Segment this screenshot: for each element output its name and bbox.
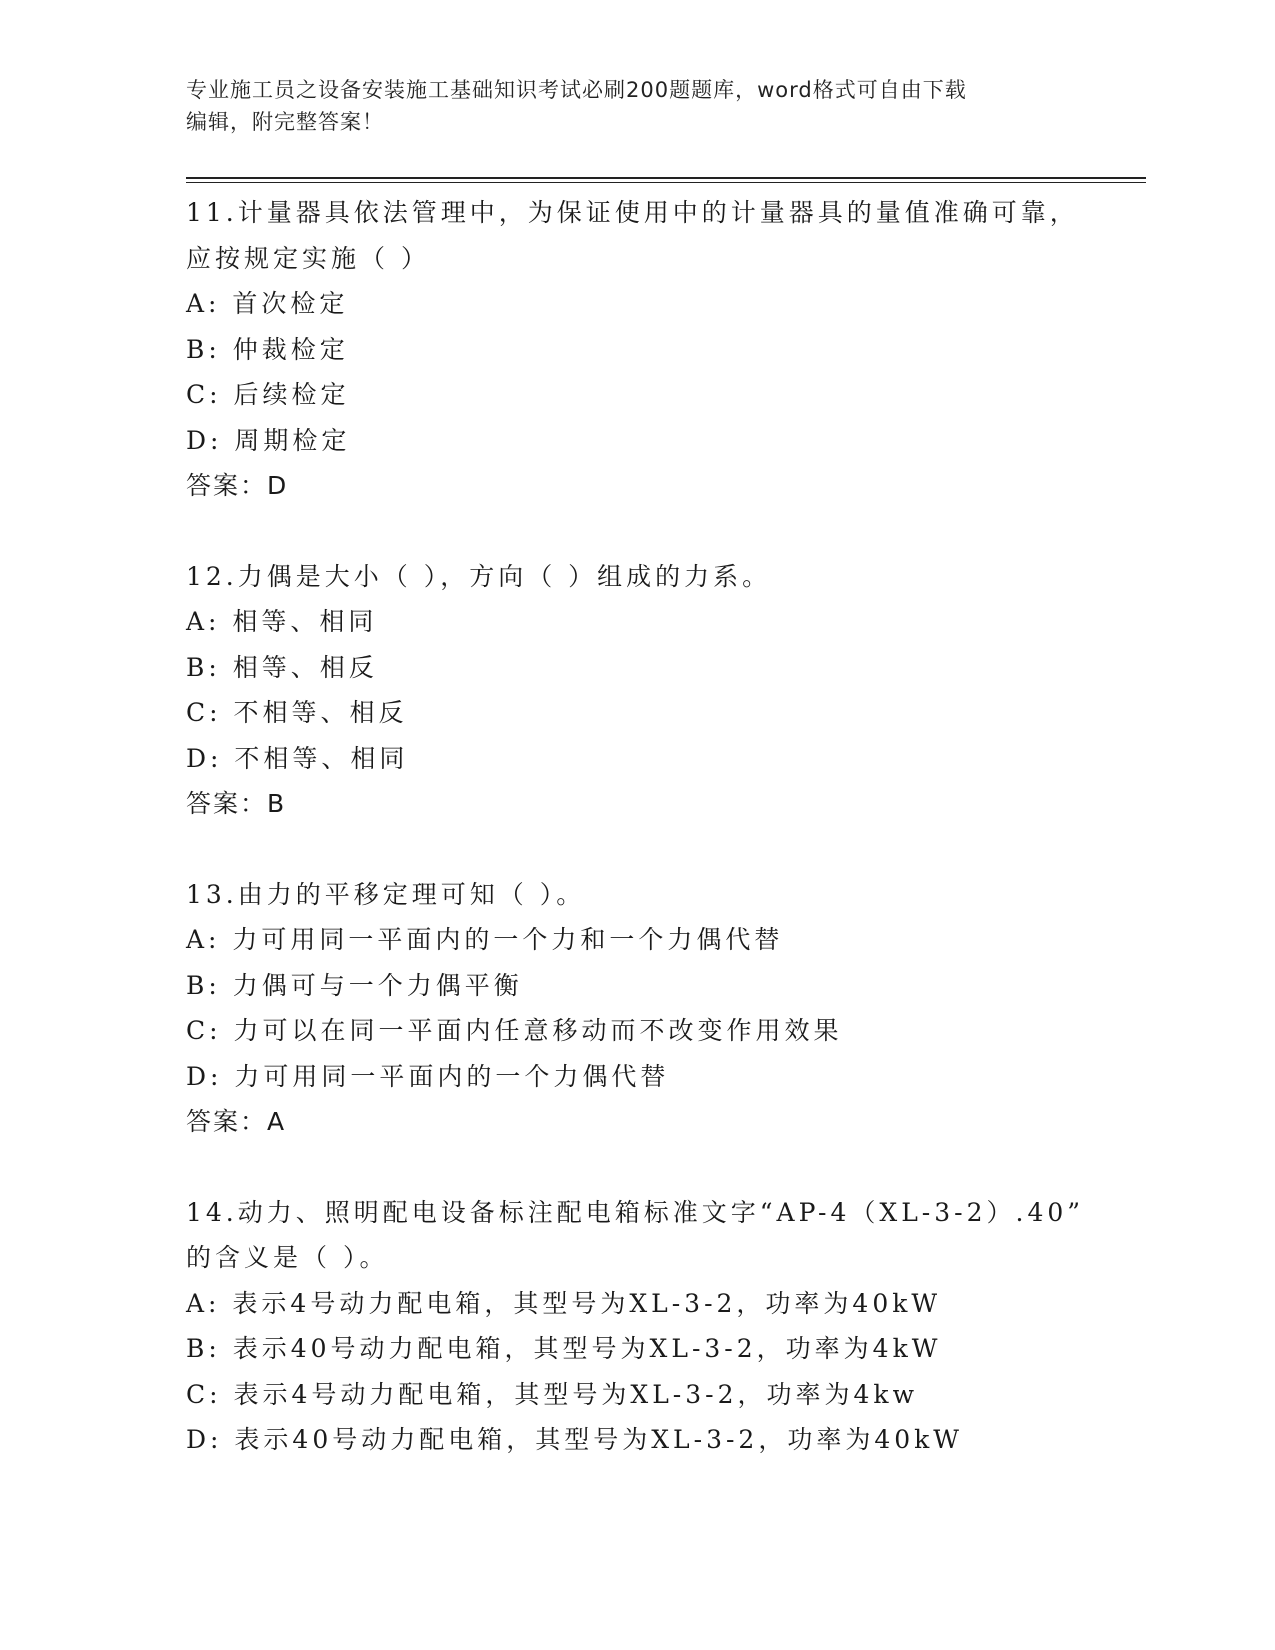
option-d: D: 表示40号动力配电箱，其型号为XL-3-2，功率为40kW: [186, 1425, 963, 1454]
document-header: [186, 74, 1066, 138]
option-c: C: 不相等、相反: [186, 698, 408, 727]
header-rule-thin: [186, 182, 1146, 183]
question-block: [186, 872, 1106, 1145]
question-block: [186, 554, 1106, 827]
option-d: D: 周期检定: [186, 425, 351, 455]
header-rule-thick: [186, 177, 1146, 179]
answer-line: 答案：B: [186, 789, 287, 818]
question-block: [186, 1190, 1106, 1463]
option-b: B: 力偶可与一个力偶平衡: [186, 970, 523, 1000]
answer-line: 答案：A: [186, 1107, 287, 1136]
answer-line: 答案：D: [186, 471, 289, 500]
option-d: D: 力可用同一平面内的一个力偶代替: [186, 1061, 670, 1091]
option-a: A: 表示4号动力配电箱，其型号为XL-3-2，功率为40kW: [186, 1288, 942, 1318]
option-c: C: 力可以在同一平面内任意移动而不改变作用效果: [186, 1016, 843, 1045]
option-a: A: 相等、相同: [186, 607, 378, 636]
option-a: A: 首次检定: [186, 289, 349, 318]
question-list: [186, 190, 1106, 1508]
option-b: B: 仲裁检定: [186, 334, 349, 364]
option-d: D: 不相等、相同: [186, 743, 409, 773]
option-c: C: 表示4号动力配电箱，其型号为XL-3-2，功率为4kw: [186, 1379, 918, 1409]
option-b: B: 相等、相反: [186, 652, 378, 682]
option-b: B: 表示40号动力配电箱，其型号为XL-3-2，功率为4kW: [186, 1334, 942, 1363]
question-stem: 13.由力的平移定理可知（ ）。: [186, 879, 586, 909]
question-stem: 12.力偶是大小（ ），方向（ ）组成的力系。: [186, 561, 772, 591]
question-stem-continued: 应按规定实施（ ）: [186, 243, 430, 273]
question-stem-continued: 的含义是（ ）。: [186, 1243, 389, 1272]
question-stem: 11.计量器具依法管理中，为保证使用中的计量器具的量值准确可靠，: [186, 198, 1079, 227]
question-stem: 14.动力、照明配电设备标注配电箱标准文字“AP-4（XL-3-2）.40”: [186, 1197, 1085, 1227]
header-line-2: 编辑，附完整答案！: [186, 110, 384, 134]
header-line-1: 专业施工员之设备安装施工基础知识考试必刷200题题库，word格式可自由下载: [186, 78, 967, 102]
option-c: C: 后续检定: [186, 380, 350, 409]
question-block: [186, 190, 1106, 509]
option-a: A: 力可用同一平面内的一个力和一个力偶代替: [186, 925, 784, 954]
